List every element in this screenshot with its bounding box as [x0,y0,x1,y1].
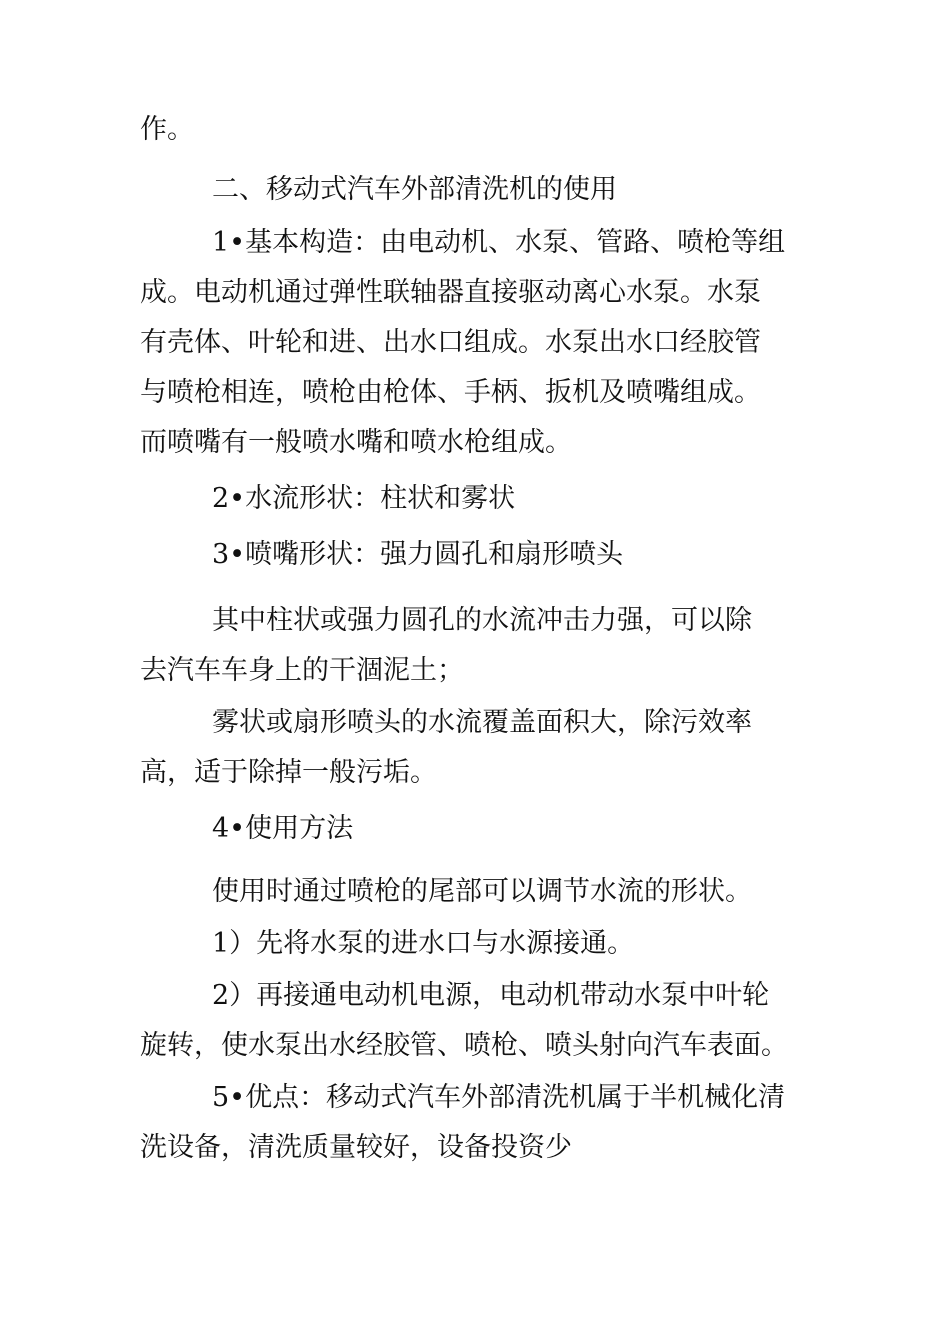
text-line: 有壳体、叶轮和进、出水口组成。水泵出水口经胶管 [140,327,761,358]
text-line: 2•水流形状：柱状和雾状 [212,483,516,514]
text-line: 2）再接通电动机电源，电动机带动水泵中叶轮 [212,980,770,1011]
text-line: 作。 [140,114,194,145]
text-line: 成。电动机通过弹性联轴器直接驱动离心水泵。水泵 [140,277,761,308]
text-line: 3•喷嘴形状：强力圆孔和扇形喷头 [212,539,624,570]
text-line: 洗设备，清洗质量较好，设备投资少 [140,1132,572,1163]
text-line: 去汽车车身上的干涸泥土； [140,655,464,686]
text-line: 5•优点：移动式汽车外部清洗机属于半机械化清 [212,1082,786,1113]
text-line: 雾状或扇形喷头的水流覆盖面积大，除污效率 [212,707,752,738]
text-line: 旋转，使水泵出水经胶管、喷枪、喷头射向汽车表面。 [140,1030,788,1061]
text-line: 而喷嘴有一般喷水嘴和喷水枪组成。 [140,427,572,458]
text-line: 其中柱状或强力圆孔的水流冲击力强，可以除 [212,605,752,636]
text-line: 1）先将水泵的进水口与水源接通。 [212,928,635,959]
text-line: 高，适于除掉一般污垢。 [140,757,437,788]
text-line: 1•基本构造：由电动机、水泵、管路、喷枪等组 [212,227,786,258]
text-line: 与喷枪相连，喷枪由枪体、手柄、扳机及喷嘴组成。 [140,377,761,408]
text-line: 使用时通过喷枪的尾部可以调节水流的形状。 [212,876,752,907]
section-heading: 二、移动式汽车外部清洗机的使用 [212,174,617,205]
text-line: 4•使用方法 [212,813,354,844]
